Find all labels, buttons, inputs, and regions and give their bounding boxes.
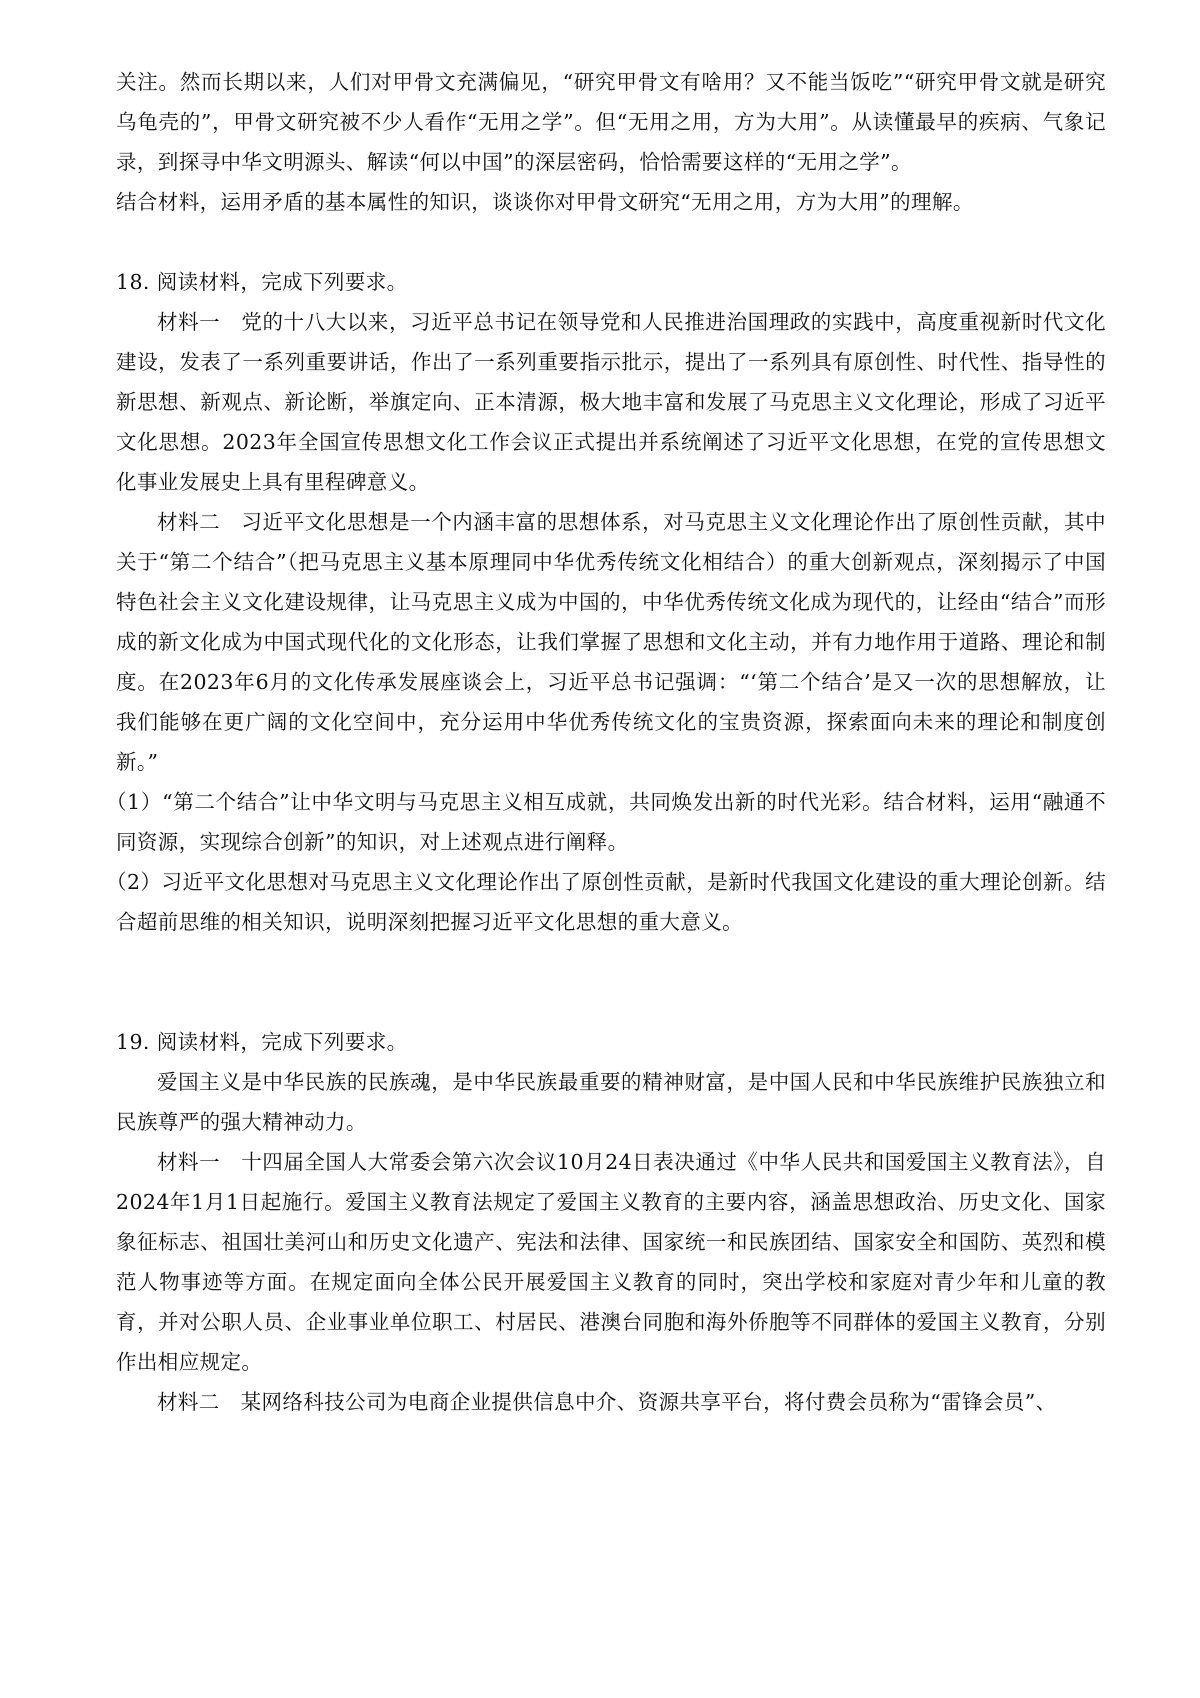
q18-material-2: 材料二 习近平文化思想是一个内涵丰富的思想体系，对马克思主义文化理论作出了原创性贡献，其中关于“第二个结合”（把马克思主义基本原理同中华优秀传统文化相结合）的重大创新观点，深刻揭示了中国特色社会主义文化建设规律，让马克思主义成为中国的，中华优秀传统文化成为现代的，让经由“结合”而形成的新文化成为中国式现代化的文化形态，让我们掌握了思想和文化主动，并有力地作用于道路、理论和制度。在2023年6月的文化传承发展座谈会上，习近平总书记强调：“‘第二个结合’是又一次的思想解放，让我们能够在更广阔的文化空间中，充分运用中华优秀传统文化的宝贵资源，探索面向未来的理论和制度创新。” xyxy=(116,510,1106,774)
question-18 xyxy=(106,262,1106,942)
question-17-tail xyxy=(116,62,1106,222)
question-prompt: 结合材料，运用矛盾的基本属性的知识，谈谈你对甲骨文研究“无用之用，方为大用”的理解。 xyxy=(116,190,974,214)
question-19-title: 19. 阅读材料，完成下列要求。 xyxy=(116,1030,408,1054)
q19-intro: 爱国主义是中华民族的民族魂，是中华民族最重要的精神财富，是中国人民和中华民族维护民族独立和民族尊严的强大精神动力。 xyxy=(116,1070,1106,1134)
question-18-title: 18. 阅读材料，完成下列要求。 xyxy=(116,270,408,294)
q19-material-1: 材料一 十四届全国人大常委会第六次会议10月24日表决通过《中华人民共和国爱国主义教育法》，自2024年1月1日起施行。爱国主义教育法规定了爱国主义教育的主要内容，涵盖思想政治、历史文化、国家象征标志、祖国壮美河山和历史文化遗产、宪法和法律、国家统一和民族团结、国家安全和国防、英烈和模范人物事迹等方面。在规定面向全体公民开展爱国主义教育的同时，突出学校和家庭对青少年和儿童的教育，并对公职人员、企业事业单位职工、村居民、港澳台同胞和海外侨胞等不同群体的爱国主义教育，分别作出相应规定。 xyxy=(116,1150,1106,1374)
q18-material-1: 材料一 党的十八大以来，习近平总书记在领导党和人民推进治国理政的实践中，高度重视新时代文化建设，发表了一系列重要讲话，作出了一系列重要指示批示，提出了一系列具有原创性、时代性、指导性的新思想、新观点、新论断，举旗定向、正本清源，极大地丰富和发展了马克思主义文化理论，形成了习近平文化思想。2023年全国宣传思想文化工作会议正式提出并系统阐述了习近平文化思想，在党的宣传思想文化事业发展史上具有里程碑意义。 xyxy=(116,310,1106,494)
intro-paragraph: 关注。然而长期以来，人们对甲骨文充满偏见，“研究甲骨文有啥用？又不能当饭吃”“研究甲骨文就是研究乌龟壳的”，甲骨文研究被不少人看作“无用之学”。但“无用之用，方为大用”。从读懂最早的疾病、气象记录，到探寻中华文明源头、解读“何以中国”的深层密码，恰恰需要这样的“无用之学”。 xyxy=(116,70,1106,174)
question-19 xyxy=(116,1022,1106,1422)
q19-material-2: 材料二 某网络科技公司为电商企业提供信息中介、资源共享平台，将付费会员称为“雷锋会员”、 xyxy=(157,1390,1057,1414)
q18-subquestion-2-line1: （2）习近平文化思想对马克思主义文化理论作出了原创性贡献，是新时代我国文化建设的重大理论创新。 xyxy=(106,870,1086,894)
q18-subquestion-2-line2: 结合超前思维的相关知识，说明深刻把握习近平文化思想的重大意义。 xyxy=(116,870,1106,934)
q18-subquestion-1: （1）“第二个结合”让中华文明与马克思主义相互成就，共同焕发出新的时代光彩。结合材料，运用“融通不同资源，实现综合创新”的知识，对上述观点进行阐释。 xyxy=(106,790,1106,854)
q18-subquestion-2 xyxy=(106,862,1106,942)
